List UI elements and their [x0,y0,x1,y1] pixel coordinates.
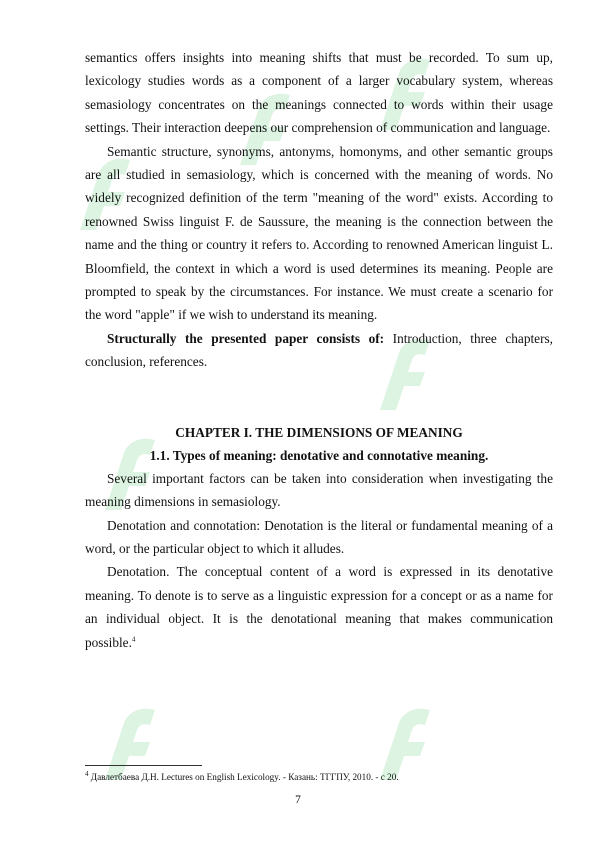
footnote-divider [85,765,202,766]
footnote-reference[interactable]: 4 [131,635,136,644]
structure-list: Introduction, three chapters, conclusion, references. [85,330,554,370]
page-body [85,46,553,654]
section-spacer [85,374,553,421]
body-paragraph [85,560,553,654]
denotation-text: Denotation. The conceptual content of a word is expressed in its denotative meaning. To denote is to serve as a linguistic expression for a concept or as a name for an individual object. It is the denotational meaning that makes communication possible. [85,564,553,650]
structure-lead-in: Structurally the presented paper consists of: [107,330,385,346]
structure-paragraph [85,327,553,374]
body-paragraph: Denotation and connotation: Denotation is the literal or fundamental meaning of a word, or the particular object to which it alludes. [85,517,553,556]
section-title: 1.1. Types of meaning: denotative and connotative meaning. [149,447,489,463]
body-paragraph: semantics offers insights into meaning shifts that must be recorded. To sum up, lexicology studies words as a component of a larger vocabulary system, whereas semasiology concentrates on the meanings connected to words within their usage settings. Their interaction deepens our comprehension of communication and language. [85,50,553,136]
body-paragraph: Semantic structure, synonyms, antonyms, homonyms, and other semantic groups are all studied in semasiology, which is concerned with the meaning of words. No widely recognized definition of the term "meaning of the word" exists. According to renowned Swiss linguist F. de Saussure, the meaning is the connection between the name and the thing or country it refers to. According to renowned American linguist L. Bloomfield, the context in which a word is used determines its meaning. People are prompted to speak by the circumstances. For instance. We must create a scenario for the word "apple" if we wish to understand its meaning. [85,143,553,323]
chapter-title: CHAPTER I. THE DIMENSIONS OF MEANING [175,424,463,440]
footnote [85,771,553,783]
footnote-number: 4 [85,769,89,778]
body-paragraph: Several important factors can be taken into consideration when investigating the meaning dimensions in semasiology. [85,470,553,510]
footnote-text: Давлетбаева Д.Н. Lectures on English Lexicology. - Казань: ТГГПУ, 2010. - с 20. [88,772,399,782]
page-number: 7 [295,794,301,806]
